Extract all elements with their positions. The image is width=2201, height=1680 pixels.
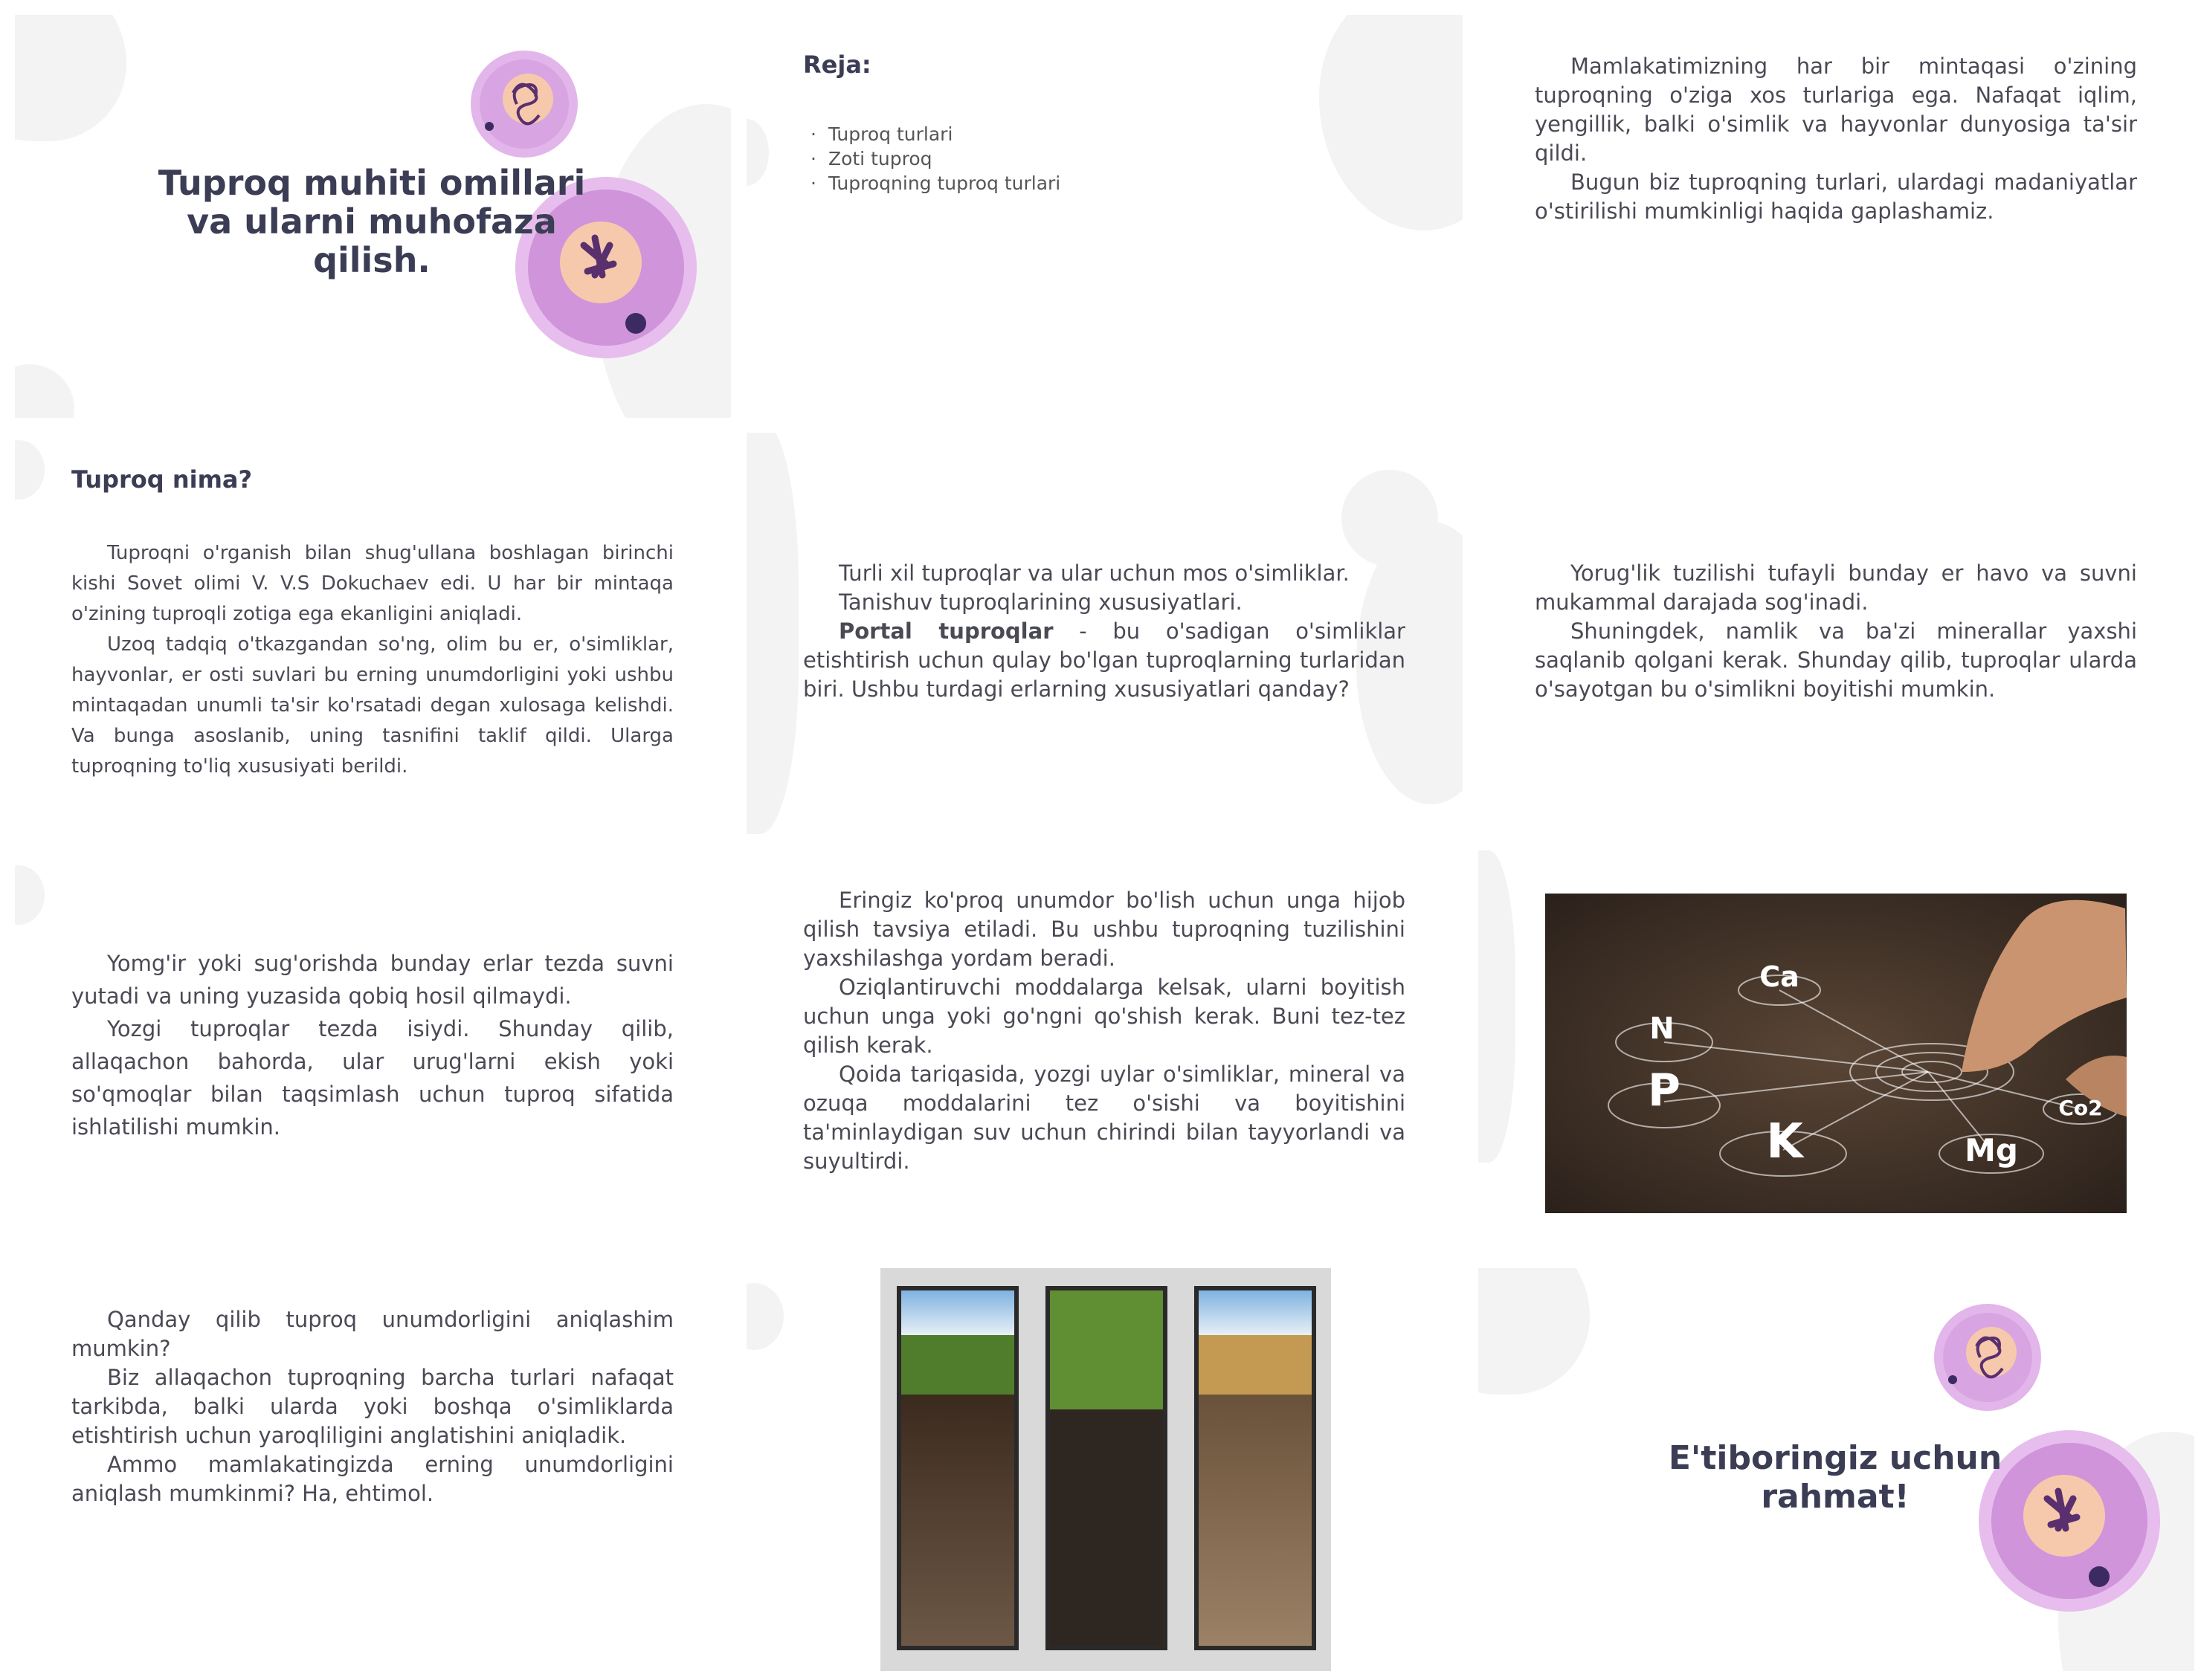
plan-heading: Reja: <box>803 51 871 79</box>
slide-fertility <box>747 850 1463 1253</box>
fertility-paragraph: Oziqlantiruvchi moddalarga kelsak, ularni boyitish uchun unga yoki go'ngni qo'shish kerak. Buni tez-tez qilish kerak. <box>803 975 1405 1058</box>
slide-soil-profiles <box>747 1268 1463 1671</box>
types-paragraph: Turli xil tuproqlar va ular uchun mos o'simliklar. <box>839 560 1350 586</box>
soil-panel <box>1194 1286 1316 1650</box>
soil-paragraph: Uzoq tadqiq o'tkazgandan so'ng, olim bu er, o'simliklar, hayvonlar, er osti suvlari bu erning unumdorligini yoki ushbu mintaqadan unumli ta'sir ko'rsatadi degan xulosaga kelishdi. Va bunga asoslanib, uning tasnifini taklif qildi. Ularga tuproqning to'liq xususiyati berildi. <box>71 633 674 778</box>
portal-soil-term: Portal tuproqlar <box>839 618 1054 644</box>
presentation-title: Tuproq muhiti omillari va ularni muhofaza qilish. <box>158 163 586 280</box>
soil-paragraph: Tuproqni o'rganish bilan shug'ullana boshlagan birinchi kishi Sovet olimi V. V.S Dokuchaev edi. U har bir mintaqa o'zining tuproqli zotiga ega ekanligini aniqladi. <box>71 542 674 625</box>
slide-light-structure <box>1478 433 2194 836</box>
portal-soil-description: - bu o'sadigan o'simliklar etishtirish uchun qulay bo'lgan tuproqlarning turlaridan biri. Ushbu turdagi erlarning xususiyatlari qanday? <box>803 618 1405 702</box>
intro-text <box>1535 52 2137 226</box>
plan-item: · Tuproqning tuproq turlari <box>811 171 1060 196</box>
slide-plan <box>747 15 1463 418</box>
slide-what-is-soil <box>15 433 731 836</box>
slide-rain <box>15 850 731 1253</box>
slide-nutrients <box>1478 850 2194 1253</box>
nutrient-diagram <box>1545 894 2127 1213</box>
slide-thanks <box>1478 1268 2194 1671</box>
types-text <box>803 559 1405 704</box>
question-text <box>71 1305 674 1508</box>
plan-item: · Zoti tuproq <box>811 146 1060 171</box>
light-text <box>1535 559 2137 704</box>
fertility-paragraph: Qoida tariqasida, yozgi uylar o'simliklar, mineral va ozuqa moddalarini tez o'sishi va boyitishini ta'minlaydigan suv uchun chirindi bilan tayyorlandi va suyultirdi. <box>803 1062 1405 1174</box>
intro-paragraph: Mamlakatimizning har bir mintaqasi o'zining tuproqning o'ziga xos turlariga ega. Nafaqat iqlim, yengillik, balki o'simlik va hayvonlar dunyosiga ta'sir qildi. <box>1535 54 2137 166</box>
types-paragraph: Tanishuv tuproqlarining xususiyatlari. <box>839 589 1243 615</box>
slide-question <box>15 1268 731 1671</box>
rain-text <box>71 947 674 1143</box>
cell-small-icon <box>1932 1302 2043 1413</box>
plan-list <box>811 122 1060 196</box>
slide-soil-types <box>747 433 1463 836</box>
soil-nutrients-photo <box>1545 894 2127 1213</box>
nutrient-label: Mg <box>1965 1132 2018 1169</box>
fertility-paragraph: Eringiz ko'proq unumdor bo'lish uchun unga hijob qilish tavsiya etiladi. Bu ushbu tuproqning tuzilishini yaxshilashga yordam beradi. <box>803 888 1405 971</box>
light-paragraph: Yorug'lik tuzilishi tufayli bunday er havo va suvni mukammal darajada sog'inadi. <box>1535 560 2137 615</box>
soil-panel <box>897 1286 1019 1650</box>
plan-item: · Tuproq turlari <box>811 122 1060 146</box>
slide-intro <box>1478 15 2194 418</box>
question-paragraph: Ammo mamlakatingizda erning unumdorligini aniqlash mumkinmi? Ha, ehtimol. <box>71 1452 674 1506</box>
intro-paragraph: Bugun biz tuproqning turlari, ulardagi madaniyatlar o'stirilishi mumkinligi haqida gaplashamiz. <box>1535 169 2137 224</box>
rain-paragraph: Yomg'ir yoki sug'orishda bunday erlar tezda suvni yutadi va uning yuzasida qobiq hosil qilmaydi. <box>71 951 674 1009</box>
slide-title <box>15 15 731 418</box>
question-paragraph: Qanday qilib tuproq unumdorligini aniqlashim mumkin? <box>71 1307 674 1361</box>
soil-profiles-photo <box>880 1268 1331 1671</box>
light-paragraph: Shuningdek, namlik va ba'zi minerallar yaxshi saqlanib qolgani kerak. Shunday qilib, tuproqlar ularda o'sayotgan bu o'simlikni boyitishi mumkin. <box>1535 618 2137 702</box>
nutrient-label: Ca <box>1759 960 1799 993</box>
rain-paragraph: Yozgi tuproqlar tezda isiydi. Shunday qilib, allaqachon bahorda, ular urug'larni ekish yoki so'qmoqlar bilan taqsimlash uchun tuproq sifatida ishlatilishi mumkin. <box>71 1016 674 1140</box>
cell-small-icon <box>468 48 580 160</box>
nutrient-label: N <box>1649 1012 1675 1046</box>
soil-panel <box>1045 1286 1167 1650</box>
nutrient-label: Co2 <box>2058 1096 2103 1120</box>
soil-heading: Tuproq nima? <box>71 465 253 494</box>
nutrient-label: K <box>1766 1114 1803 1169</box>
question-paragraph: Biz allaqachon tuproqning barcha turlari nafaqat tarkibda, balki ularda yoki boshqa o'simliklarda etishtirish uchun yaroqliligini anglatishini aniqladik. <box>71 1365 674 1448</box>
thanks-title: E'tiboringiz uchun rahmat! <box>1668 1439 2002 1516</box>
soil-text <box>71 538 674 782</box>
fertility-text <box>803 886 1405 1176</box>
types-paragraph <box>803 617 1405 704</box>
nutrient-label: P <box>1648 1064 1680 1117</box>
